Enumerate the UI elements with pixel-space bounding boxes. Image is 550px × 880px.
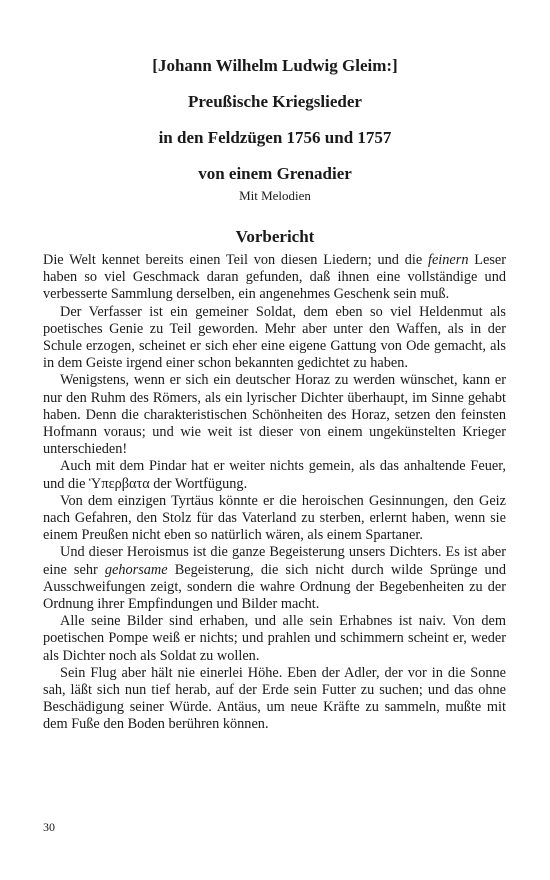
book-title: Preußische Kriegslieder [188, 92, 362, 111]
page-number: 30 [43, 820, 55, 834]
paragraph-2: Der Verfasser ist ein gemeiner Soldat, dem eben so viel Heldenmut als poetisches Genie zu Teil geworden. Mehr aber unter den Waffen, als in der Schule erzogen, scheinet er sich eher eine eigene Gattung von Ode gemacht, als in dem Geiste irgend einer schon bekannten gedichtet zu haben. [43, 303, 506, 372]
paragraph-7: Alle seine Bilder sind erhaben, und alle sein Erhabnes ist naiv. Von dem poetischen Pompe weiß er nichts; und prahlen und schimmern scheint er, weder als Dichter noch als Soldat zu wollen. [43, 613, 506, 664]
paragraph-1-text-a: Die Welt kennet bereits einen Teil von diesen Liedern; und die [43, 252, 428, 268]
paragraph-3: Wenigstens, wenn er sich ein deutscher Horaz zu werden wünschet, kann er nur den Ruhm des Römers, als ein lyrischer Dichter überhaupt, im Sinne gehabt haben. Denn die charakteristischen Schönheiten des Horaz, setzen den feinsten Hofmann voraus; und wie weit ist dieser von einem ungekünstelten Krieger unterschieden! [43, 372, 506, 458]
book-title-continued: in den Feldzügen 1756 und 1757 [158, 128, 392, 147]
paragraph-1 [43, 252, 506, 304]
paragraph-5: Von dem einzigen Tyrtäus könnte er die heroischen Gesinnungen, den Geiz nach Gefahren, den Stolz für das Vaterland zu sterben, erlernt haben, wenn sie einem Preußen nicht eben so natürlich wären, als einem Spartaner. [43, 492, 506, 544]
body-text [43, 252, 506, 734]
author-line: [Johann Wilhelm Ludwig Gleim:] [152, 56, 398, 75]
book-title-attribution: von einem Grenadier [198, 164, 352, 183]
book-subtitle: Mit Melodien [239, 188, 311, 203]
paragraph-1-emphasis: feinern [427, 252, 469, 268]
paragraph-6-emphasis: gehorsame [104, 561, 168, 578]
paragraph-6-text-b: Begeisterung, die sich nicht durch wilde Sprünge und Ausschweifungen zeigt, sondern die wahre Ordnung der Begebenheiten zu der Ordnung ihrer Empfindungen und Bilder macht. [43, 561, 506, 613]
paragraph-6-text-a: Und dieser Heroismus ist die ganze Begeisterung unsers Dichters. Es ist aber eine sehr [43, 544, 506, 578]
paragraph-8: Sein Flug aber hält nie einerlei Höhe. Eben der Adler, der vor in die Sonne sah, läßt sich nun tief herab, auf der Erde sein Futter zu suchen; und das ohne Beschädigung seiner Würde. Antäus, um neue Kräfte zu sammeln, mußte mit dem Fuße den Boden berühren können. [43, 664, 506, 733]
paragraph-6 [43, 544, 506, 613]
title-block [0, 56, 550, 204]
section-heading: Vorbericht [235, 227, 315, 246]
paragraph-1-text-b: Leser haben so viel Geschmack daran gefunden, daß ihnen eine vollständige und verbesserte Sammlung derselben, ein angenehmes Geschenk sein muß. [43, 252, 507, 303]
paragraph-4: Auch mit dem Pindar hat er weiter nichts gemein, als das anhaltende Feuer, und die Ὑπερβατα der Wortfügung. [43, 458, 506, 492]
